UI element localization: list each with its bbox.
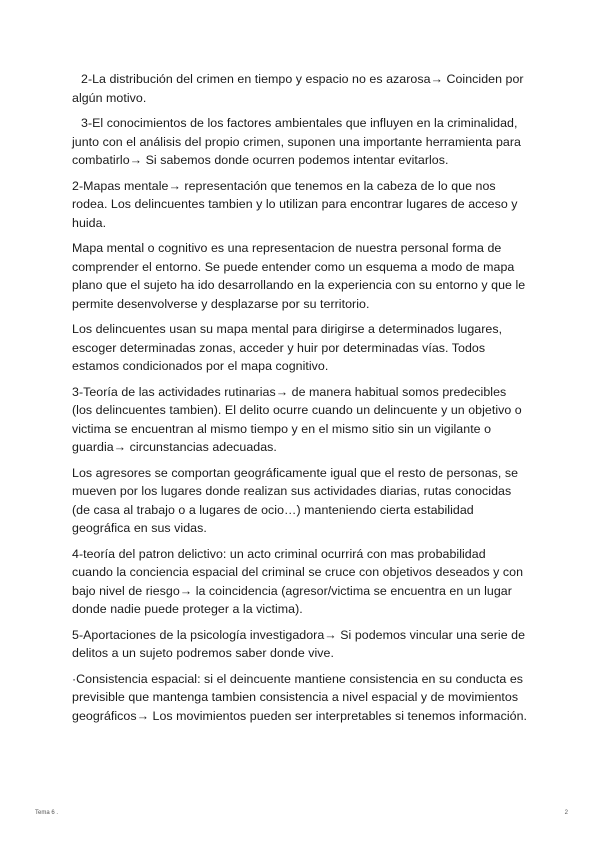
document-body [72,70,528,732]
paragraph-6: 3-Teoría de las actividades rutinarias→ de manera habitual somos predecibles (los delincuentes tambien). El delito ocurre cuando un delincuente y un objetivo o victima se encuentran al mismo tiempo y en el mismo sitio sin un vigilante o guardia→ circunstancias adecuadas. [72,384,522,454]
footer-label: Tema 6 . [35,810,59,816]
paragraph-3: 2-Mapas mentale→ representación que tenemos en la cabeza de lo que nos rodea. Los delincuentes tambien y lo utilizan para encontrar lugares de acceso y huida. [72,178,518,230]
paragraph-7: Los agresores se comportan geográficamente igual que el resto de personas, se mueven por los lugares donde realizan sus actividades diarias, rutas conocidas (de casa al trabajo o a lugares de ocio…) manteniendo cierta estabilidad geográfica en sus vidas. [72,465,519,535]
page-number: 2 [564,810,568,816]
paragraph-9: 5-Aportaciones de la psicología investigadora→ Si podemos vincular una serie de delitos a un sujeto podremos saber donde vive. [72,627,526,660]
paragraph-2: 3-El conocimientos de los factores ambientales que influyen en la criminalidad, junto con el análisis del propio crimen, suponen una importante herramienta para combatirlo→ Si sabemos donde ocurren podemos intentar evitarlos. [72,116,521,167]
paragraph-5: Los delincuentes usan su mapa mental para dirigirse a determinados lugares, escoger determinadas zonas, acceder y huir por determinadas vías. Todos estamos condicionados por el mapa cognitivo. [72,322,503,373]
paragraph-4: Mapa mental o cognitivo es una representacion de nuestra personal forma de comprender el entorno. Se puede entender como un esquema a modo de mapa plano que el sujeto ha ido desarrollando en la experiencia con su entorno y que le permite desenvolverse y desplazarse por su territorio. [72,241,526,311]
paragraph-10: ·Consistencia espacial: si el deincuente mantiene consistencia en su conducta es previsible que mantenga tambien consistencia a nivel espacial y de movimientos geográficos→ Los movimientos pueden ser interpretables si tenemos información. [72,671,528,723]
paragraph-8: 4-teoría del patron delictivo: un acto criminal ocurrirá con mas probabilidad cuando la conciencia espacial del criminal se cruce con objetivos deseados y con bajo nivel de riesgo→ la coincidencia (agresor/victima se encuentra en un lugar donde nadie puede proteger a la victima). [72,546,524,616]
paragraph-1: 2-La distribución del crimen en tiempo y espacio no es azarosa→ Coinciden por algún motivo. [72,72,524,105]
